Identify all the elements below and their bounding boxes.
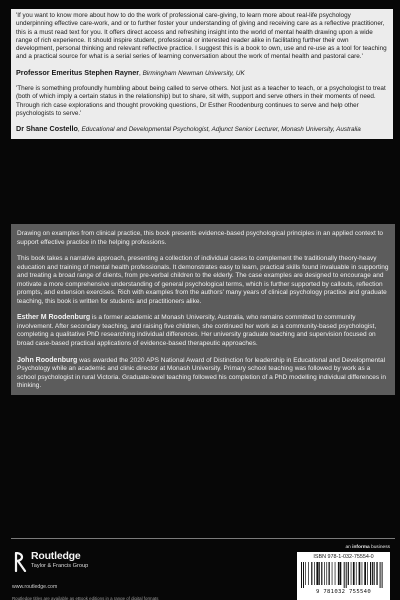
barcode-bar — [301, 562, 302, 588]
barcode-bar — [303, 562, 304, 588]
barcode-bar — [326, 562, 327, 585]
barcode-bar — [359, 562, 361, 585]
description-paragraph-1: Drawing on examples from clinical practice, this book presents evidence-based psychological principles in an applied context to support effective practice in the helping professions. — [17, 230, 383, 246]
informa-brand: informa — [352, 545, 370, 550]
endorsement-attribution-1: Professor Emeritus Stephen Rayner, Birmingham Newman University, UK — [16, 67, 245, 77]
barcode-bar — [321, 562, 322, 585]
barcode-bar — [329, 562, 330, 585]
barcode-bar — [370, 562, 371, 585]
author-bio-2 — [17, 357, 389, 391]
digital-formats-note: Routledge titles are available as eBook editions in a range of digital formats — [12, 596, 159, 600]
endorsement-quote-1: 'If you want to know more about how to do the work of professional care-giving, to learn more about real-life psychology underpinning effective care-work, and or to further foster your understanding of giving and receiving care as a reflective practitioner, this is a must read text for you. It offers direct access and refreshing insight into the world of mental health drawing upon a wide range of rich experience. It should inspire student, professional or interested reader alike in facilitating further their own development, personal thinking and relevant reflective practice. I suggest this is a book to own, use and re-use as a tool for teaching and a practical source for what is a serial series of learning conversation about the work of mental health and pastoral care.' — [16, 12, 387, 61]
informa-prefix: an — [345, 545, 351, 550]
description-paragraph-2: This book takes a narrative approach, presenting a collection of individual cases to complement the traditionally theory-heavy education and training of mental health professionals. It demonstrates easy to learn, practical skills found invaluable in supporting and treating a broad range of clients, from pre-verbal children to the elderly. The case examples are designed to encourage and motivate a more comprehensive understanding of general psychological terms, which is further supported by callouts, reflection prompts, and extension exercises. Rich with examples from the authors' many years of clinical psychology practice and graduate teaching, this book is written for students and practitioners alike. — [17, 255, 389, 305]
isbn-label: ISBN 978-1-032-75554-0 — [313, 554, 374, 560]
publisher-group: Taylor & Francis Group — [31, 563, 89, 569]
barcode-bar — [311, 562, 312, 585]
barcode-bar — [367, 562, 368, 585]
barcode-bar — [382, 562, 383, 588]
barcode-bar — [380, 562, 381, 588]
endorser-affiliation-2: Educational and Developmental Psychologist, Adjunct Senior Lecturer, Monash University, Australia — [81, 126, 361, 134]
endorser-name-2: Dr Shane Costello — [16, 124, 78, 134]
barcode-bar — [362, 562, 363, 585]
barcode-bar — [340, 562, 341, 585]
publisher-website-link[interactable]: www.routledge.com — [12, 584, 58, 590]
barcode-bar — [376, 562, 377, 585]
endorsement-quote-2: 'There is something profoundly humbling about being called to serve others. Not just as a teacher to teach, or a psychologist to treat (both of which imply a certain status in the relationship) but to share, sit with, support and serve others in their moments of need. Through rich case explorations and thought provoking questions, Dr Esther Roodenburg continues to serve and help other psychologists to serve.' — [16, 85, 386, 117]
author-bio-1 — [17, 314, 389, 348]
barcode-bar — [356, 562, 357, 585]
barcode-bars — [301, 562, 386, 588]
informa-business-label — [334, 545, 390, 551]
informa-suffix: business — [371, 545, 390, 550]
barcode-bar — [353, 562, 355, 585]
endorsement-attribution-2: Dr Shane Costello, Educational and Developmental Psychologist, Adjunct Senior Lecturer, Monash University, Australia — [16, 124, 361, 134]
barcode-bar — [332, 562, 333, 585]
barcode-bar — [374, 562, 375, 585]
barcode-bar — [348, 562, 349, 585]
author-bio-text-2: was awarded the 2020 APS National Award of Distinction for leadership in Educational and Developmental Psychology while an academic and clinic director at Monash University. Primary school teaching was followed by work as a school psychologist in rural Victoria. Graduate-level teaching followed his completion of a PhD modelling individual differences in thinking. — [17, 356, 387, 390]
author-bio-text-1: is a former academic at Monash University, Australia, who remains committed to community involvement. After secondary teaching, and raising five children, she continued her work as a community-based psychologist, completing a qualitative PhD researching individual differences. Her university graduate teaching and supervision focused on broad case-based practical applications of evidence-based therapeutic approaches. — [17, 314, 377, 348]
barcode-bar — [335, 562, 336, 585]
barcode-bar — [319, 562, 320, 585]
barcode-bar — [351, 562, 352, 585]
barcode-bar — [364, 562, 366, 585]
barcode-bar — [305, 562, 306, 585]
author-name-2: John Roodenburg — [17, 356, 78, 364]
barcode-bar — [308, 562, 309, 585]
barcode-digits: 9 781032 755540 — [315, 589, 372, 595]
author-name-1: Esther M Roodenburg — [17, 314, 91, 322]
barcode-bar — [344, 562, 345, 588]
description-panel — [11, 224, 395, 395]
publisher-name: Routledge — [31, 550, 81, 562]
footer-divider — [11, 538, 395, 539]
barcode-bar — [314, 562, 315, 585]
barcode-bar — [346, 562, 347, 588]
endorser-name-1: Professor Emeritus Stephen Rayner — [16, 67, 140, 77]
barcode-bar — [324, 562, 325, 585]
barcode-bar — [372, 562, 373, 585]
routledge-logo-icon — [14, 552, 28, 572]
endorser-affiliation-1: Birmingham Newman University, UK — [142, 69, 245, 77]
endorsements-panel — [11, 9, 393, 139]
barcode-bar — [316, 562, 318, 585]
barcode-bar — [338, 562, 340, 585]
isbn-barcode — [297, 552, 390, 600]
